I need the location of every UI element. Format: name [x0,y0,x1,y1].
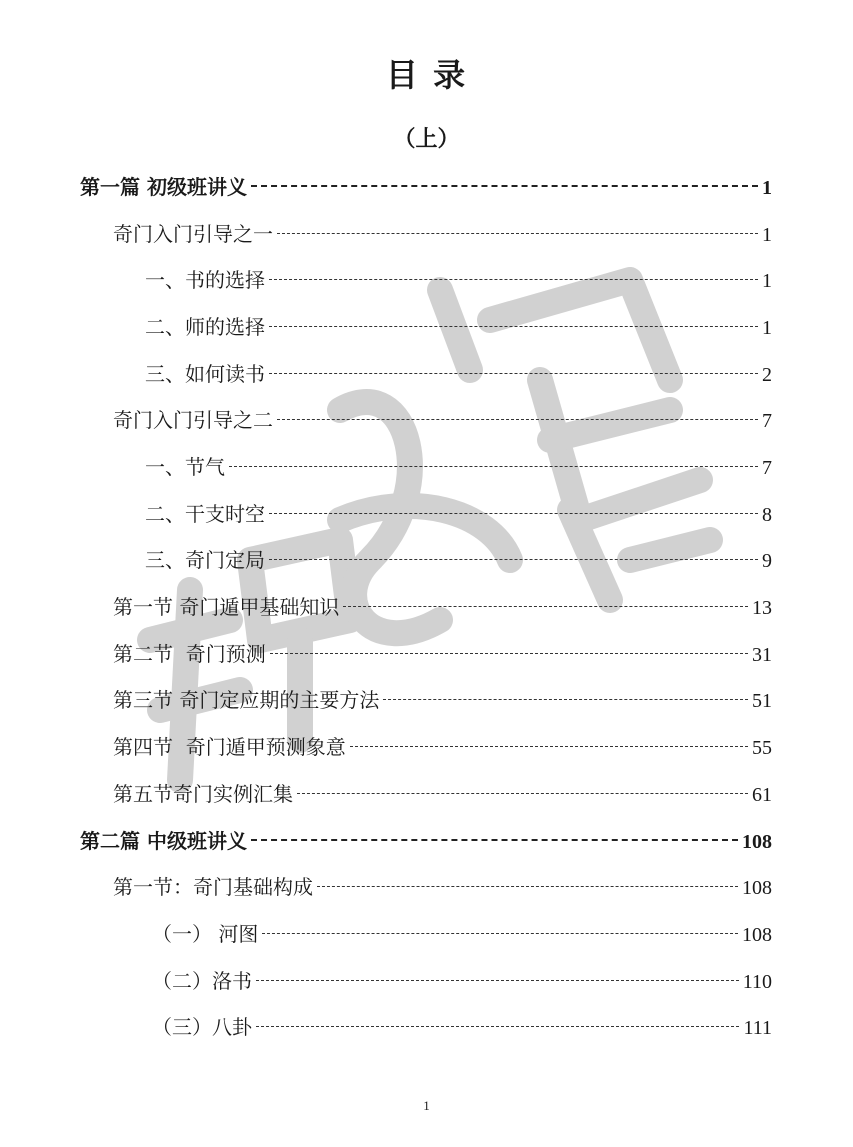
dot-leader [270,653,748,654]
dot-leader [297,793,748,794]
toc-entry-page: 111 [743,1017,772,1039]
toc-entry-label: 第四节 奇门遁甲预测象意 [113,735,346,759]
toc-entry[interactable] [113,779,772,809]
toc-entry-page: 108 [742,877,772,899]
toc-entry[interactable] [152,966,772,996]
toc-entry-label: （三）八卦 [152,1015,252,1039]
dot-leader [256,1026,739,1027]
dot-leader [229,466,758,467]
toc-entry-label: 三、如何读书 [145,362,265,386]
toc-entry-page: 1 [762,270,772,292]
dot-leader [277,233,758,234]
toc-entry[interactable] [145,452,772,482]
toc-entry-page: 13 [752,597,772,619]
dot-leader [251,185,758,187]
toc-entry-label: 第一节 奇门遁甲基础知识 [113,595,340,619]
toc-entry-label: 二、师的选择 [145,315,265,339]
toc-entry[interactable] [113,872,772,902]
toc-entry[interactable] [145,499,772,529]
toc-entry-page: 108 [742,831,772,853]
toc-entry-page: 1 [762,224,772,246]
toc-entry[interactable] [145,359,772,389]
toc-entry-page: 7 [762,410,772,432]
toc-entry-page: 108 [742,924,772,946]
toc-entry-part-1[interactable] [80,172,772,202]
toc-entry-page: 110 [742,971,772,993]
toc-entry-page: 7 [762,457,772,479]
toc-entry-page: 55 [752,737,772,759]
dot-leader [269,559,758,560]
toc-entry-page: 51 [752,690,772,712]
volume-subtitle: （上） [393,127,460,152]
toc-entry-part-2[interactable] [80,826,772,856]
dot-leader [262,933,738,934]
toc-entry-label: 一、书的选择 [145,268,265,292]
toc-entry-page: 1 [762,317,772,339]
dot-leader [350,746,748,747]
page-title: 目 录 [385,56,468,94]
toc-entry-label: 第二节 奇门预测 [113,642,266,666]
toc-entry-page: 61 [752,784,772,806]
toc-entry-label: 第一篇 初级班讲义 [80,175,247,199]
toc-entry[interactable] [113,732,772,762]
toc-entry[interactable] [145,265,772,295]
toc-entry-page: 31 [752,644,772,666]
toc-entry-label: 奇门入门引导之一 [113,222,273,246]
dot-leader [269,279,758,280]
toc-entry-page: 1 [762,177,772,199]
dot-leader [269,326,758,327]
toc-entry-page: 2 [762,364,772,386]
toc-entry-label: 第一节：奇门基础构成 [113,875,313,899]
toc-entry-label: 第二篇 中级班讲义 [80,829,247,853]
dot-leader [317,886,738,887]
page-number-footer: 1 [423,1098,430,1113]
dot-leader [383,699,748,700]
toc-entry[interactable] [145,545,772,575]
toc-entry[interactable] [113,405,772,435]
toc-entry-page: 8 [762,504,772,526]
dot-leader [256,980,739,981]
toc-entry[interactable] [145,312,772,342]
toc-entry[interactable] [152,919,772,949]
toc-entry-label: 第五节奇门实例汇集 [113,782,293,806]
toc-entry[interactable] [152,1012,772,1042]
dot-leader [277,419,758,420]
toc-entry[interactable] [113,592,772,622]
toc-entry-label: 三、奇门定局 [145,548,265,572]
toc-entry-label: （二）洛书 [152,969,252,993]
toc-entry-label: 奇门入门引导之二 [113,408,273,432]
dot-leader [269,373,758,374]
toc-entry[interactable] [113,219,772,249]
toc-entry-label: 一、节气 [145,455,225,479]
dot-leader [343,606,748,607]
dot-leader [251,839,738,841]
toc-entry-label: 二、干支时空 [145,502,265,526]
toc-entry-page: 9 [762,550,772,572]
dot-leader [269,513,758,514]
toc-entry[interactable] [113,685,772,715]
toc-entry[interactable] [113,639,772,669]
toc-entry-label: 第三节 奇门定应期的主要方法 [113,688,380,712]
toc-entry-label: （一） 河图 [152,922,259,946]
